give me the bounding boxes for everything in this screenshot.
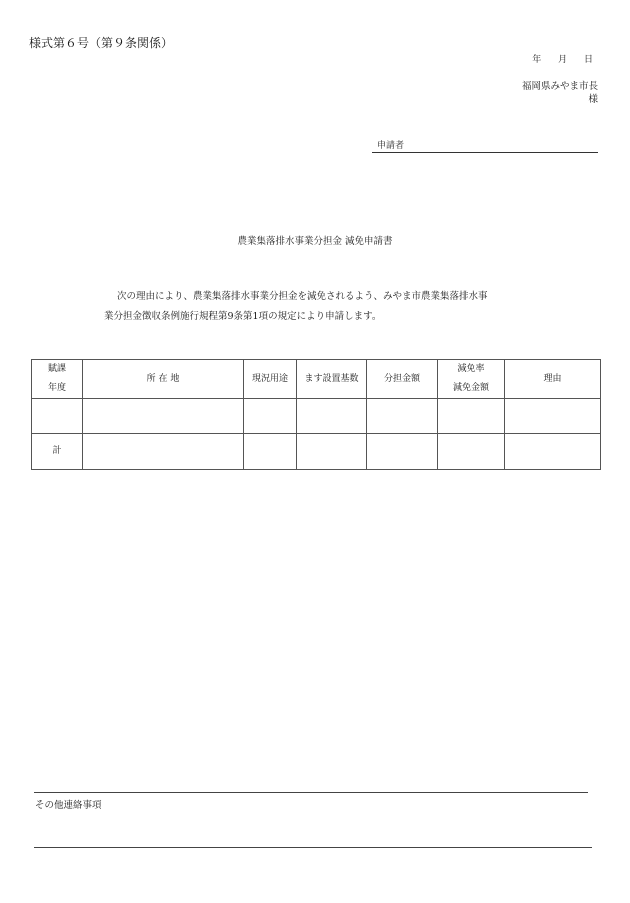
header-share-amount: 分担金額 (367, 360, 438, 399)
total-masu-count[interactable] (297, 434, 367, 470)
cell-masu-count[interactable] (297, 399, 367, 434)
footer-divider-bottom (34, 847, 592, 848)
total-current-use[interactable] (244, 434, 297, 470)
body-line-1: 次の理由により、農業集落排水事業分担金を減免されるよう、みやま市農業集落排水事 (117, 291, 488, 302)
total-reduction[interactable] (438, 434, 505, 470)
applicant-label: 申請者 (377, 141, 405, 151)
header-reduction-amount: 減免金額 (452, 383, 489, 393)
cell-reason[interactable] (505, 399, 601, 434)
total-reason[interactable] (505, 434, 601, 470)
table-row (32, 399, 601, 434)
header-reason: 理由 (505, 360, 601, 399)
cell-location[interactable] (83, 399, 244, 434)
document-title: 農業集落排水事業分担金 減免申請書 (237, 236, 393, 247)
date-year-field[interactable]: 年 (532, 55, 543, 65)
header-reduction (438, 360, 505, 399)
cell-reduction[interactable] (438, 399, 505, 434)
header-reduction-rate: 減免率 (457, 364, 485, 374)
header-location: 所 在 地 (83, 360, 244, 399)
body-line-2: 業分担金徴収条例施行規程第9条第1項の規定により申請します。 (104, 311, 382, 322)
reduction-table (31, 359, 601, 470)
header-masu-count: ます設置基数 (297, 360, 367, 399)
cell-share-amount[interactable] (367, 399, 438, 434)
header-fiscal-year (32, 360, 83, 399)
form-number: 様式第６号（第９条関係） (29, 36, 174, 50)
applicant-field[interactable] (372, 138, 598, 153)
header-current-use: 現況用途 (244, 360, 297, 399)
header-fiscal-year-line2: 年度 (47, 383, 66, 393)
addressee-name: 福岡県みやま市長 (521, 81, 598, 92)
table-header-row (32, 360, 601, 399)
header-fiscal-year-line1: 賦課 (47, 364, 66, 374)
total-location[interactable] (83, 434, 244, 470)
footer-divider-top (34, 792, 588, 793)
total-label: 計 (32, 434, 83, 470)
cell-current-use[interactable] (244, 399, 297, 434)
table-total-row (32, 434, 601, 470)
addressee-honorific: 様 (588, 94, 598, 105)
other-contacts-label: その他連絡事項 (35, 800, 102, 811)
date-day-field[interactable]: 日 (583, 55, 594, 65)
date-month-field[interactable]: 月 (558, 55, 569, 65)
date-line (520, 52, 594, 65)
total-share-amount[interactable] (367, 434, 438, 470)
body-text (104, 287, 534, 327)
cell-fiscal-year[interactable] (32, 399, 83, 434)
